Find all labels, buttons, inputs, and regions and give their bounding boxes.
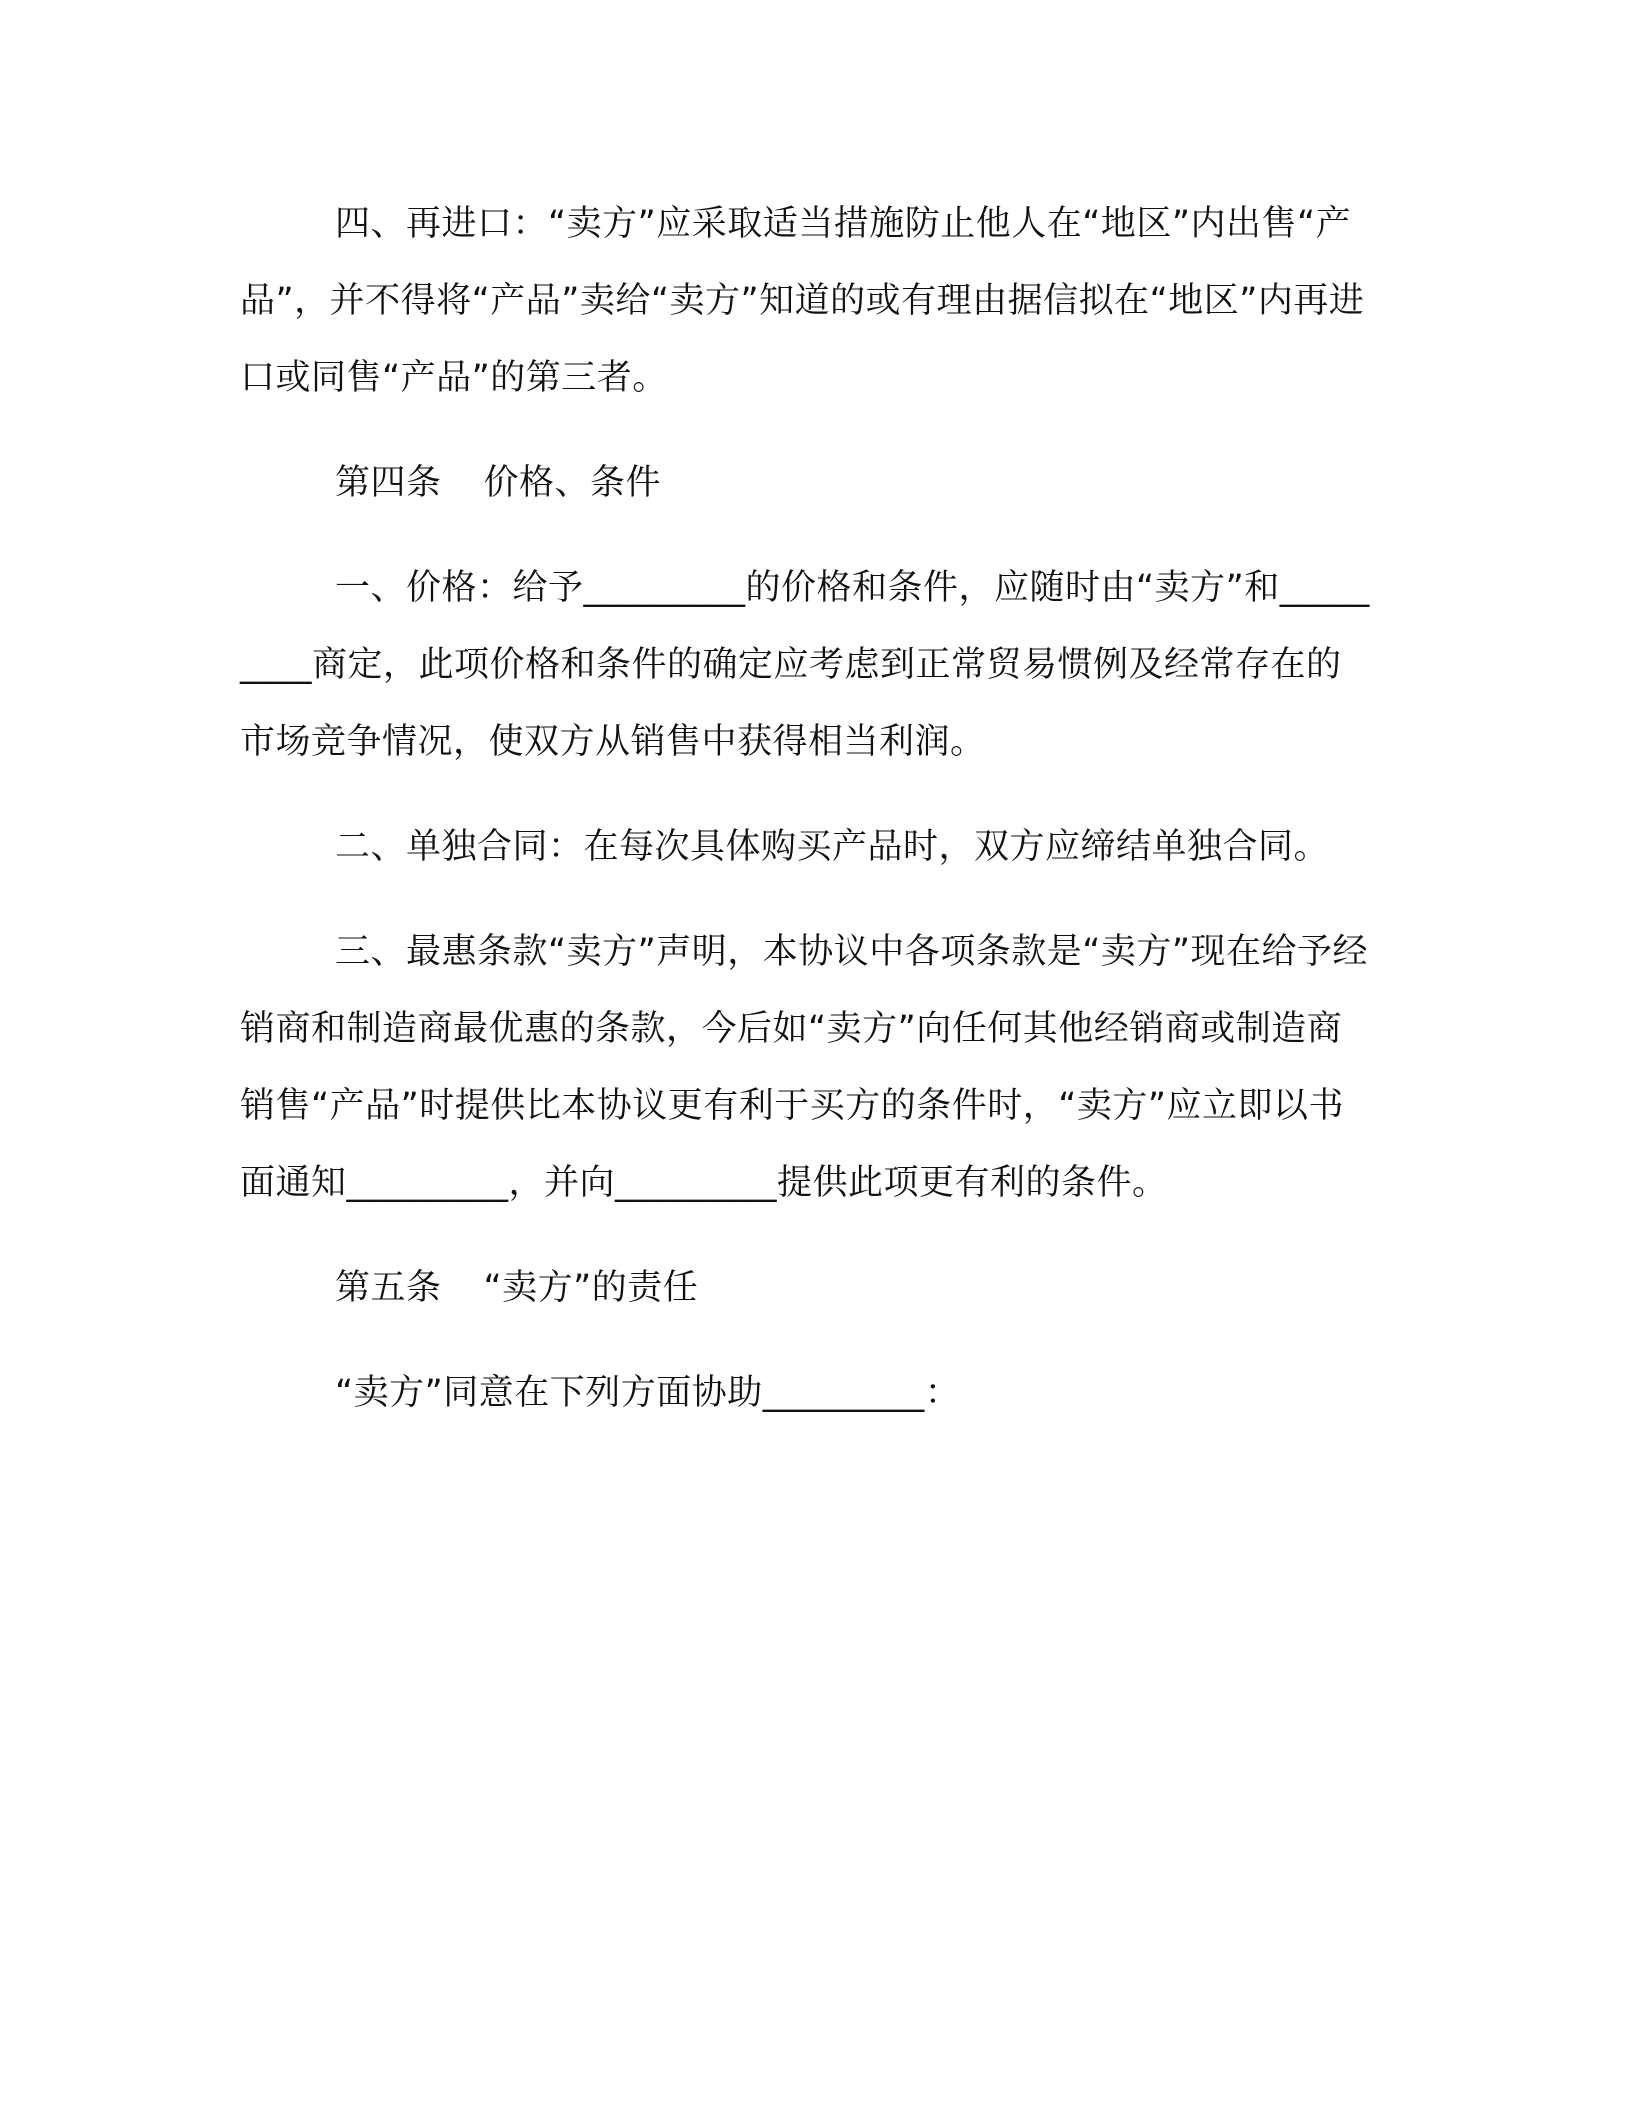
paragraph-reimport: 四、再进口：“卖方”应采取适当措施防止他人在“地区”内出售“产品”，并不得将“产品”卖给“卖方”知道的或有理由据信拟在“地区”内再进口或同售“产品”的第三者。	[240, 204, 1365, 398]
article-5-number: 第五条	[335, 1268, 442, 1308]
article-4-title: 价格、条件	[483, 463, 662, 503]
spacer	[240, 1327, 1370, 1355]
article-5-intro: “卖方”同意在下列方面协助_________：	[335, 1373, 961, 1413]
article-4-item-separate-contract: 二、单独合同：在每次具体购买产品时，双方应缔结单独合同。	[335, 827, 1330, 867]
article-5-title: “卖方”的责任	[483, 1268, 699, 1308]
article-4-number: 第四条	[335, 463, 442, 503]
spacer	[240, 781, 1370, 809]
article-4-item-price: 一、价格：给予_________的价格和条件，应随时由“卖方”和_________商定，此项价格和条件的确定应考虑到正常贸易惯例及经常存在的市场竞争情况，使双方从销售中获得相当利润。	[240, 568, 1370, 762]
spacer	[240, 1222, 1370, 1250]
article-4-heading	[240, 445, 1370, 522]
spacer	[240, 522, 1370, 550]
document-body	[240, 186, 1370, 1432]
article-5-heading	[240, 1250, 1370, 1327]
article-4-item-most-favored: 三、最惠条款“卖方”声明，本协议中各项条款是“卖方”现在给予经销商和制造商最优惠的条款，今后如“卖方”向任何其他经销商或制造商销售“产品”时提供比本协议更有利于买方的条件时，“卖方”应立即以书面通知_________，并向_________提供此项更有利的条件。	[240, 932, 1369, 1203]
spacer	[240, 886, 1370, 914]
spacer	[240, 417, 1370, 445]
